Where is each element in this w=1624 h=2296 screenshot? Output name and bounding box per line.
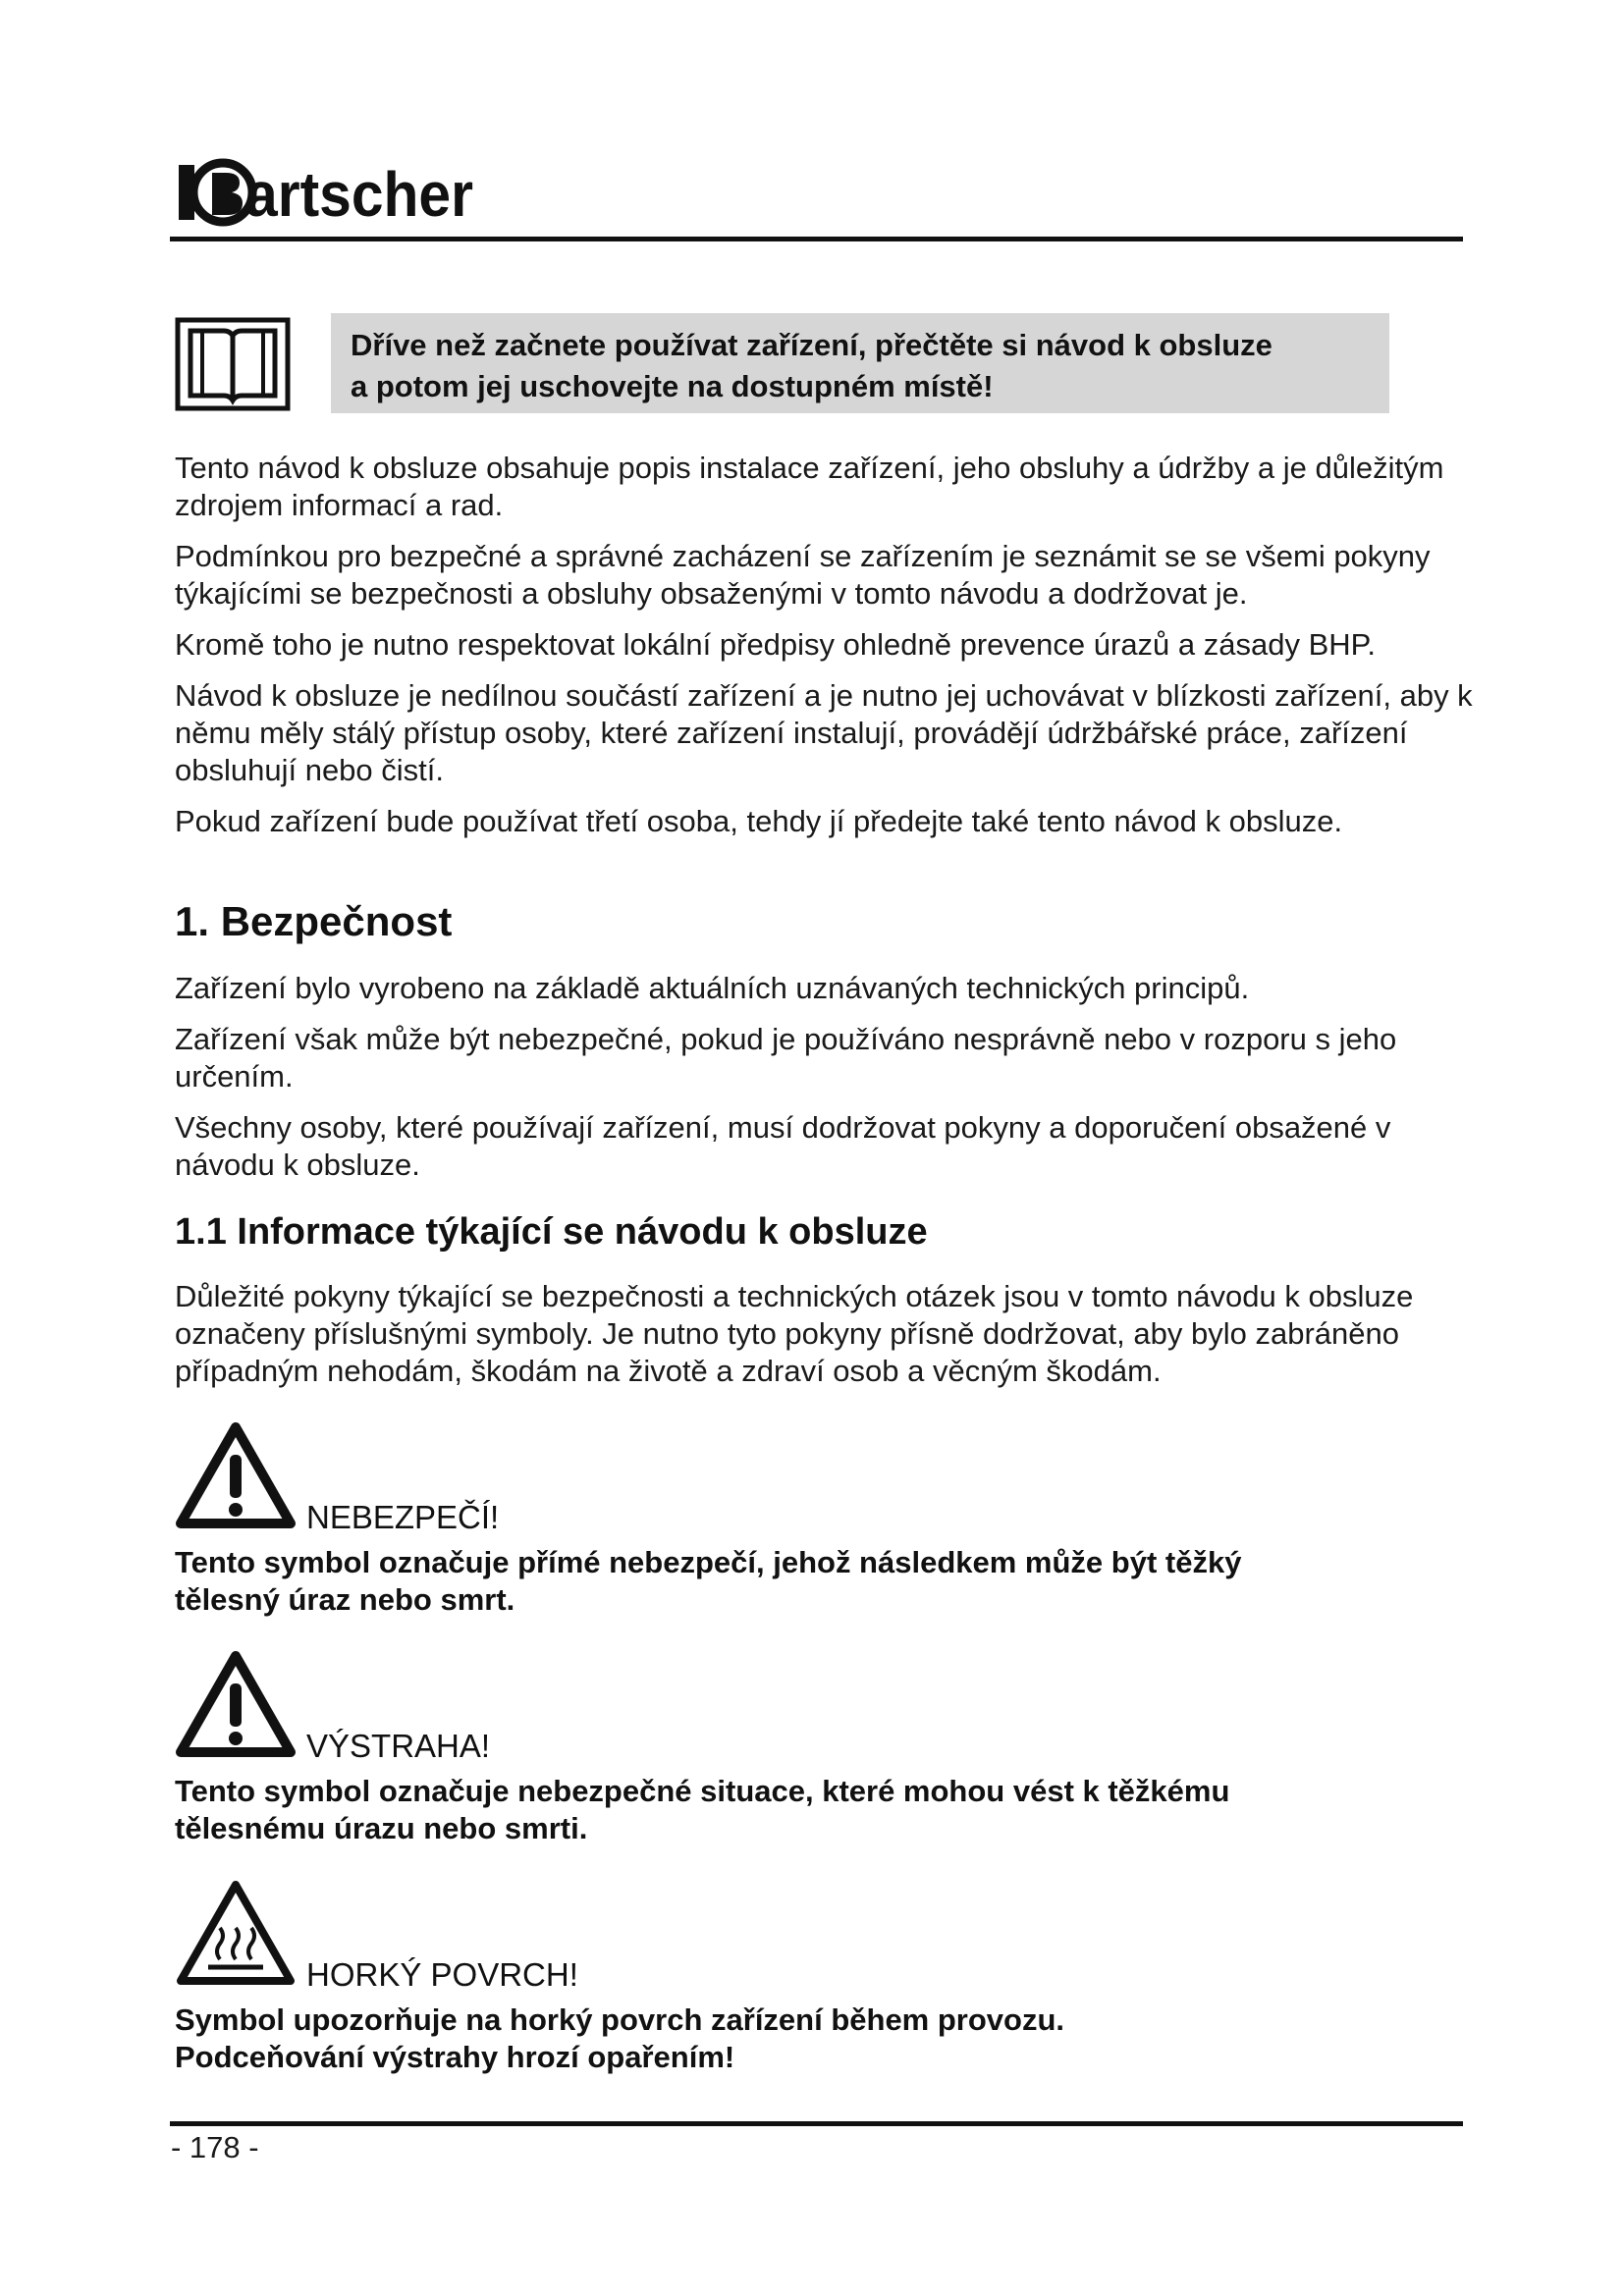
svg-text:artscher: artscher [245,159,473,230]
symbol-description-line: Podceňování výstrahy hrozí opařením! [175,2040,735,2074]
intro-paragraph: Návod k obsluze je nedílnou součástí zařízení a je nutno jej uchovávat v blízkosti zařízení, aby k němu měly stálý přístup osoby, které zařízení instalují, provádějí údržbářské práce, zařízení obsluhují nebo čistí. [175,678,1473,787]
symbol-hot-surface [175,1877,1481,1993]
main-content [175,450,1481,2076]
warning-triangle-icon [175,1419,298,1532]
header-rule [170,237,1463,241]
intro-paragraph: Pokud zařízení bude používat třetí osoba, tehdy jí předejte také tento návod k obsluze. [175,804,1343,838]
symbol-label: NEBEZPEČÍ! [306,1499,500,1535]
safety-paragraph: Zařízení však může být nebezpečné, pokud je používáno nesprávně nebo v rozporu s jeho určením. [175,1022,1397,1094]
intro-paragraph: Tento návod k obsluze obsahuje popis instalace zařízení, jeho obsluhy a údržby a je důležitým zdrojem informací a rad. [175,451,1444,522]
notice-line-2: a potom jej uschovejte na dostupném místě! [351,369,994,403]
manual-info-paragraph: Důležité pokyny týkající se bezpečnosti a technických otázek jsou v tomto návodu k obsluze označeny příslušnými symboly. Je nutno tyto pokyny přísně dodržovat, aby bylo zabráněno případným nehodám, škodám na životě a zdraví osob a věcným škodám. [175,1279,1414,1388]
read-manual-notice [331,313,1389,413]
symbol-danger [175,1419,1481,1535]
bartscher-logo [177,135,481,234]
symbol-label: HORKÝ POVRCH! [306,1956,578,1993]
subsection-heading-manual-info: 1.1 Informace týkající se návodu k obsluze [175,1211,928,1253]
symbol-description-line: tělesnému úrazu nebo smrti. [175,1811,588,1845]
symbol-description-line: Symbol upozorňuje na horký povrch zařízení během provozu. [175,2002,1065,2037]
safety-paragraph: Zařízení bylo vyrobeno na základě aktuálních uznávaných technických principů. [175,971,1250,1005]
section-heading-safety: 1. Bezpečnost [175,898,453,944]
symbol-description [175,1773,1481,1847]
hot-surface-icon [175,1877,298,1990]
symbol-description-line: tělesný úraz nebo smrt. [175,1582,515,1617]
page-number: - 178 - [171,2130,259,2164]
symbol-description-line: Tento symbol označuje přímé nebezpečí, jehož následkem může být těžký [175,1545,1242,1579]
intro-paragraph: Podmínkou pro bezpečné a správné zacházení se zařízením je seznámit se se všemi pokyny týkajícími se bezpečnosti a obsluhy obsaženými v tomto návodu a dodržovat je. [175,539,1431,611]
symbol-description [175,2002,1481,2076]
symbol-description-line: Tento symbol označuje nebezpečné situace, které mohou vést k těžkému [175,1774,1230,1808]
notice-line-1: Dříve než začnete používat zařízení, přečtěte si návod k obsluze [351,328,1272,362]
open-book-icon [175,317,291,411]
intro-paragraph: Kromě toho je nutno respektovat lokální předpisy ohledně prevence úrazů a zásady BHP. [175,627,1376,662]
symbol-description [175,1544,1481,1619]
symbol-warning [175,1648,1481,1764]
warning-triangle-icon [175,1648,298,1761]
safety-paragraph: Všechny osoby, které používají zařízení, musí dodržovat pokyny a doporučení obsažené v návodu k obsluze. [175,1110,1391,1182]
footer-rule [170,2121,1463,2126]
symbol-label: VÝSTRAHA! [306,1728,491,1764]
